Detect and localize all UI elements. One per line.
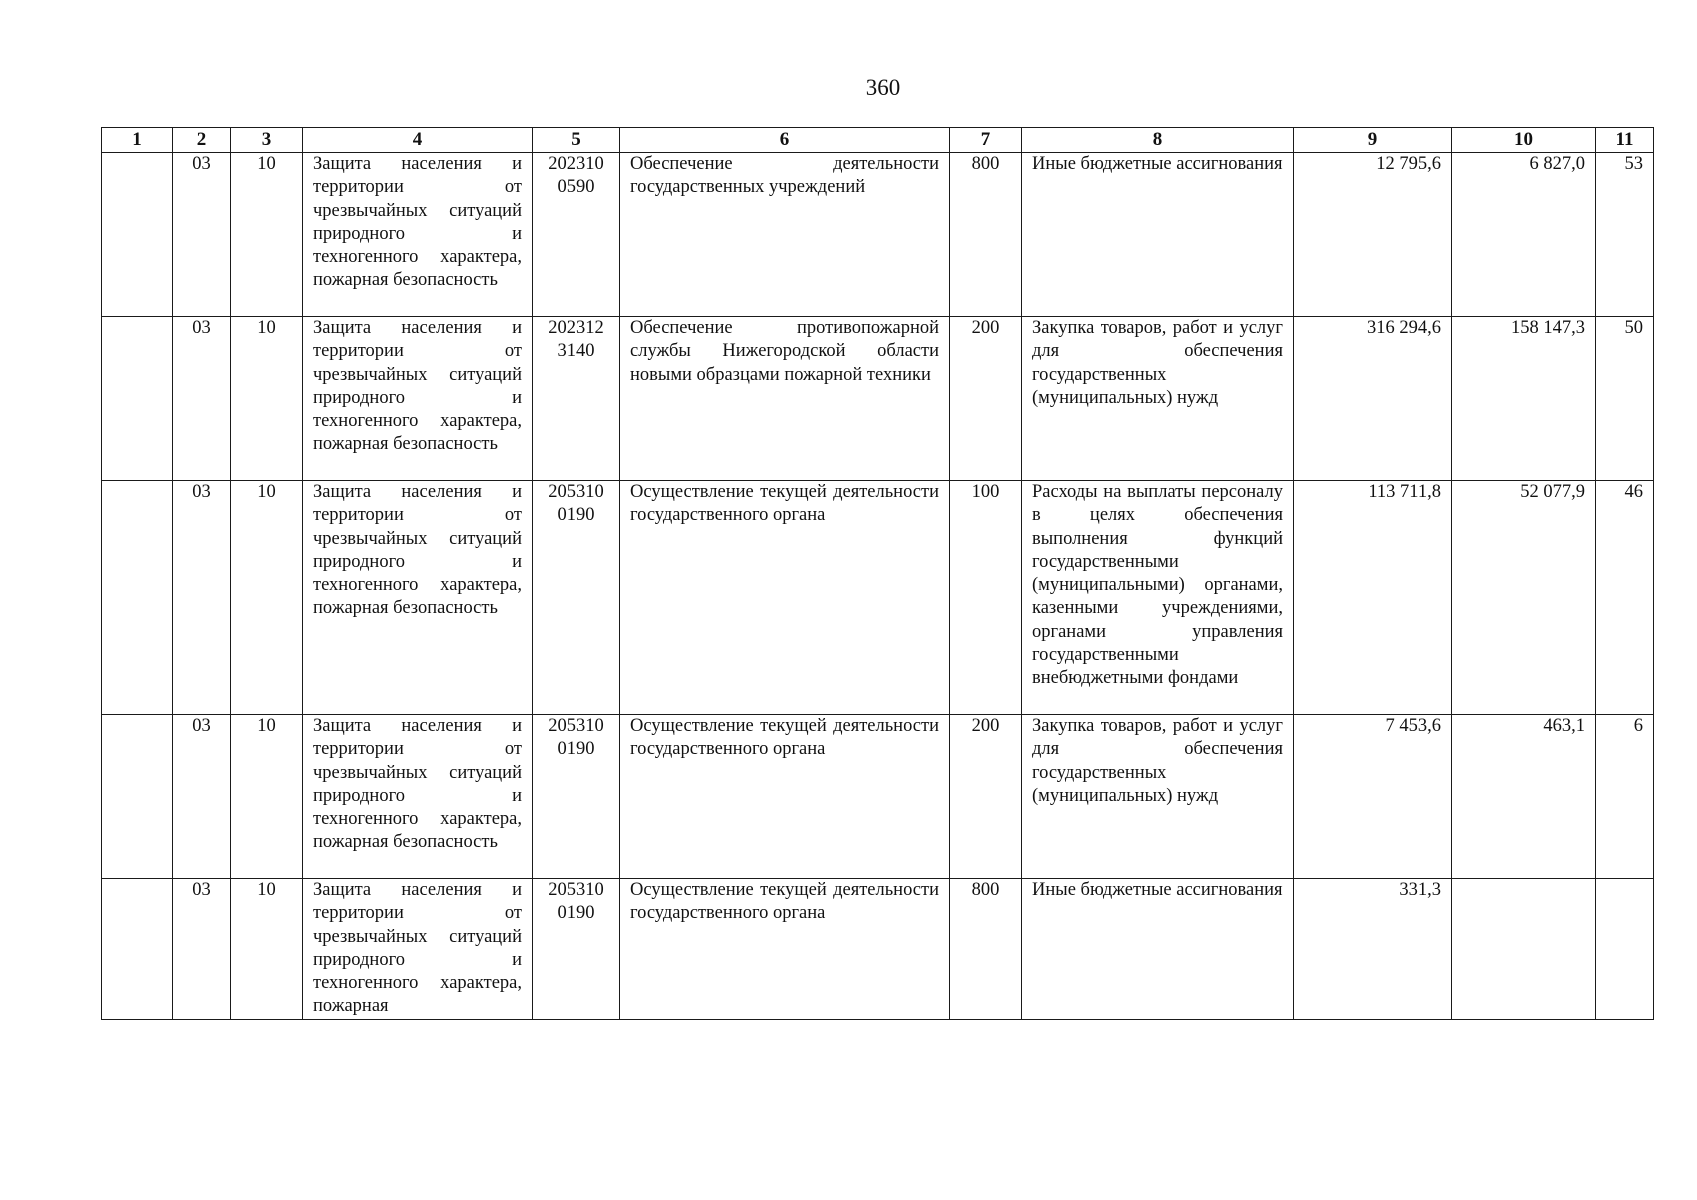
cell-target-code: 202310 0590 [533, 153, 620, 317]
cell-target-name: Осуществление текущей деятельности государственного органа [620, 879, 950, 1020]
cell-amount-fact: 158 147,3 [1452, 317, 1596, 481]
cell-expense-name: Иные бюджетные ассигнования [1022, 879, 1294, 1020]
header-col-11: 11 [1596, 128, 1654, 153]
cell-percent: 6 [1596, 715, 1654, 879]
cell-amount-plan: 316 294,6 [1294, 317, 1452, 481]
cell-amount-fact: 463,1 [1452, 715, 1596, 879]
header-col-4: 4 [303, 128, 533, 153]
cell-amount-plan: 12 795,6 [1294, 153, 1452, 317]
cell-target-code: 205310 0190 [533, 481, 620, 715]
cell-percent: 46 [1596, 481, 1654, 715]
cell-expense-name: Иные бюджетные ассигнования [1022, 153, 1294, 317]
table-row [102, 153, 1654, 317]
table-row [102, 879, 1654, 1020]
header-col-5: 5 [533, 128, 620, 153]
cell-target-name: Осуществление текущей деятельности государственного органа [620, 481, 950, 715]
cell-expense-name: Закупка товаров, работ и услуг для обеспечения государственных (муниципальных) нужд [1022, 715, 1294, 879]
cell-target-name: Осуществление текущей деятельности государственного органа [620, 715, 950, 879]
cell-subsection: 10 [231, 153, 303, 317]
cell-col-1 [102, 879, 173, 1020]
cell-expense-code: 200 [950, 715, 1022, 879]
page-number: 360 [865, 75, 901, 100]
cell-col-1 [102, 715, 173, 879]
cell-expense-name: Расходы на выплаты персоналу в целях обеспечения выполнения функций государственными (муниципальными) органами, казенными учреждениями, органами управления государственными внебюджетными фондами [1022, 481, 1294, 715]
cell-target-name: Обеспечение противопожарной службы Нижегородской области новыми образцами пожарной техники [620, 317, 950, 481]
cell-expense-code: 100 [950, 481, 1022, 715]
cell-expense-code: 200 [950, 317, 1022, 481]
budget-table [101, 127, 1654, 1020]
cell-target-code: 205310 0190 [533, 715, 620, 879]
header-col-7: 7 [950, 128, 1022, 153]
cell-amount-plan: 331,3 [1294, 879, 1452, 1020]
cell-col-1 [102, 481, 173, 715]
cell-section: 03 [173, 153, 231, 317]
header-col-6: 6 [620, 128, 950, 153]
cell-section: 03 [173, 317, 231, 481]
cell-amount-fact: 52 077,9 [1452, 481, 1596, 715]
cell-expense-code: 800 [950, 153, 1022, 317]
cell-percent: 53 [1596, 153, 1654, 317]
cell-subsection: 10 [231, 481, 303, 715]
cell-section-name: Защита населения и территории от чрезвычайных ситуаций природного и техногенного характера, пожарная безопасность [303, 317, 533, 481]
header-row [102, 128, 1654, 153]
cell-col-1 [102, 153, 173, 317]
cell-expense-code: 800 [950, 879, 1022, 1020]
cell-section: 03 [173, 481, 231, 715]
header-col-10: 10 [1452, 128, 1596, 153]
cell-target-name: Обеспечение деятельности государственных учреждений [620, 153, 950, 317]
header-col-8: 8 [1022, 128, 1294, 153]
header-col-2: 2 [173, 128, 231, 153]
cell-subsection: 10 [231, 317, 303, 481]
cell-section: 03 [173, 879, 231, 1020]
cell-section-name: Защита населения и территории от чрезвычайных ситуаций природного и техногенного характера, пожарная [303, 879, 533, 1020]
header-col-1: 1 [102, 128, 173, 153]
cell-subsection: 10 [231, 879, 303, 1020]
cell-expense-name: Закупка товаров, работ и услуг для обеспечения государственных (муниципальных) нужд [1022, 317, 1294, 481]
cell-target-code: 205310 0190 [533, 879, 620, 1020]
cell-section-name: Защита населения и территории от чрезвычайных ситуаций природного и техногенного характера, пожарная безопасность [303, 715, 533, 879]
cell-section: 03 [173, 715, 231, 879]
header-col-3: 3 [231, 128, 303, 153]
cell-percent [1596, 879, 1654, 1020]
cell-amount-plan: 113 711,8 [1294, 481, 1452, 715]
cell-section-name: Защита населения и территории от чрезвычайных ситуаций природного и техногенного характера, пожарная безопасность [303, 481, 533, 715]
cell-amount-fact: 6 827,0 [1452, 153, 1596, 317]
cell-percent: 50 [1596, 317, 1654, 481]
cell-col-1 [102, 317, 173, 481]
header-col-9: 9 [1294, 128, 1452, 153]
table-row [102, 715, 1654, 879]
cell-section-name: Защита населения и территории от чрезвычайных ситуаций природного и техногенного характера, пожарная безопасность [303, 153, 533, 317]
table-row [102, 317, 1654, 481]
cell-subsection: 10 [231, 715, 303, 879]
cell-amount-plan: 7 453,6 [1294, 715, 1452, 879]
table-row [102, 481, 1654, 715]
cell-target-code: 202312 3140 [533, 317, 620, 481]
cell-amount-fact [1452, 879, 1596, 1020]
